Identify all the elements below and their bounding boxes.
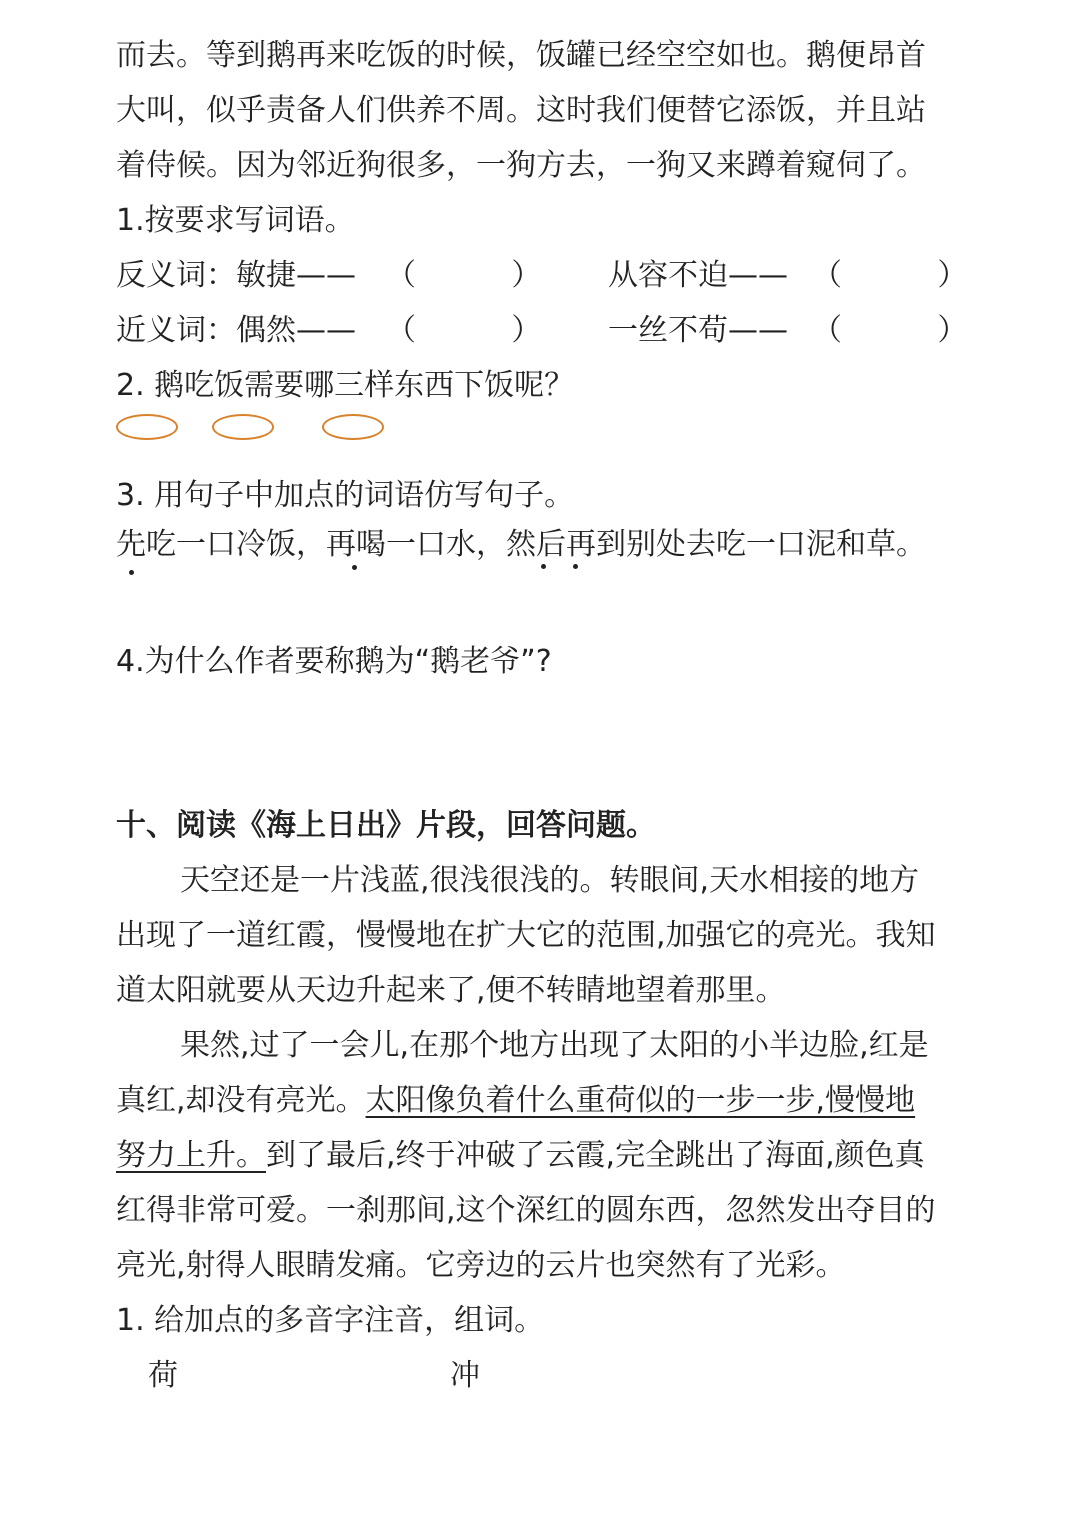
antonym2-label: 从容不迫—— <box>608 258 788 293</box>
sunrise-p1-line-2: 出现了一道红霞，慢慢地在扩大它的范围,加强它的亮光。我知 <box>116 918 936 953</box>
question-4-title: 4.为什么作者要称鹅为“鹅老爷”? <box>116 644 552 679</box>
sunrise-p2-line-2 <box>116 1081 915 1121</box>
answer-oval-1 <box>116 414 178 440</box>
question-3-sentence: 先吃一口冷饭，再喝一口水，然后再到别处去吃一口泥和草。 <box>116 527 926 562</box>
sunrise-p2-line-2-plain: 真红,却没有亮光。 <box>116 1083 366 1118</box>
polyphone-char-2: 冲 <box>450 1358 480 1393</box>
sunrise-underlined-sentence: 太阳像负着什么重荷似的一步一步,慢慢地 <box>365 1083 916 1118</box>
answer-oval-3 <box>322 414 384 440</box>
section-10-heading: 十、阅读《海上日出》片段，回答问题。 <box>116 808 656 843</box>
sunrise-p1-line-1: 天空还是一片浅蓝,很浅很浅的。转眼间,天水相接的地方 <box>180 863 920 898</box>
synonym-blank: （ ） <box>386 313 542 348</box>
antonym2-blank: （ ） <box>812 258 968 293</box>
sunrise-p2-line-3-plain: 到了最后,终于冲破了云霞,完全跳出了海面,颜色真 <box>266 1138 925 1173</box>
synonym-label: 近义词：偶然—— <box>116 313 356 348</box>
emphasis-dot <box>541 564 546 569</box>
emphasis-dot <box>129 570 134 575</box>
sunrise-p2-line-5: 亮光,射得人眼睛发痛。它旁边的云片也突然有了光彩。 <box>116 1248 846 1283</box>
antonym-blank: （ ） <box>386 258 542 293</box>
emphasis-dot <box>352 565 357 570</box>
question-1-title: 1.按要求写词语。 <box>116 203 355 238</box>
answer-oval-2 <box>212 414 274 440</box>
sunrise-p2-line-1: 果然,过了一会儿,在那个地方出现了太阳的小半边脸,红是 <box>180 1028 929 1063</box>
question-3-title: 3. 用句子中加点的词语仿写句子。 <box>116 478 575 513</box>
question-2-title: 2. 鹅吃饭需要哪三样东西下饭呢？ <box>116 368 575 403</box>
synonym2-label: 一丝不苟—— <box>608 313 788 348</box>
polyphone-char-1: 荷 <box>148 1358 178 1393</box>
passage-line-1: 而去。等到鹅再来吃饭的时候，饭罐已经空空如也。鹅便昂首 <box>116 38 926 73</box>
antonym-label: 反义词：敏捷—— <box>116 258 356 293</box>
sunrise-p1-line-3: 道太阳就要从天边升起来了,便不转睛地望着那里。 <box>116 973 786 1008</box>
synonym2-blank: （ ） <box>812 313 968 348</box>
sunrise-underlined-sentence-end: 努力上升。 <box>116 1138 266 1173</box>
emphasis-dot <box>573 564 578 569</box>
passage-line-2: 大叫，似乎责备人们供养不周。这时我们便替它添饭，并且站 <box>116 93 926 128</box>
sunrise-p2-line-4: 红得非常可爱。一刹那间,这个深红的圆东西，忽然发出夺目的 <box>116 1193 936 1228</box>
sunrise-p2-line-3 <box>116 1136 925 1176</box>
section-10-question-1-title: 1. 给加点的多音字注音，组词。 <box>116 1303 545 1338</box>
passage-line-3: 着侍候。因为邻近狗很多，一狗方去，一狗又来蹲着窥伺了。 <box>116 148 926 183</box>
